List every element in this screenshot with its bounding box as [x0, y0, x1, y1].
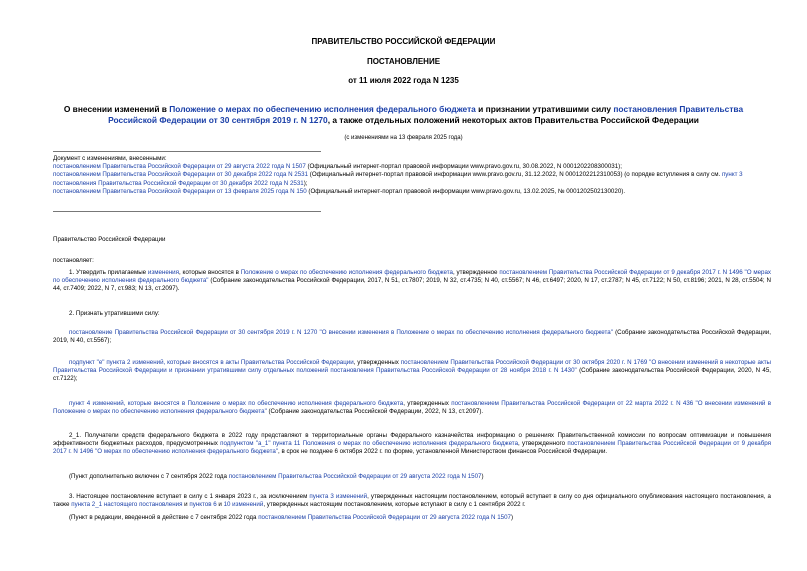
- p2b-text-2: (Собрание законодательства Российской Федерации, 2020, N 45, ст.7122);: [53, 367, 772, 383]
- p1-text-2: , которые вносятся в: [179, 269, 241, 276]
- change-item-2: [53, 171, 771, 187]
- p3-text-3: и: [182, 501, 190, 509]
- p1-link-changes[interactable]: изменения: [147, 269, 179, 276]
- p2c-link-point-4[interactable]: пункт 4 изменений, которые вносятся в Положение о мерах по обеспечению исполнения федерального бюджета: [69, 400, 404, 407]
- paragraph-2-1: [53, 432, 771, 457]
- doc-type-heading: ПОСТАНОВЛЕНИЕ: [366, 57, 441, 66]
- divider-bottom: [53, 211, 321, 212]
- p3-link-point-2-1[interactable]: пункта 2_1 настоящего постановления: [71, 501, 183, 509]
- p2b-link-decree-1769[interactable]: постановлением Правительства Российской Федерации от 30 октября 2020 г. N 1769 "О внесении изменений в некоторые акты Правительства Российской Федерации и признании утратившими силу отдельных положений постановления Правительства Российской Федерации от 28 ноября 2018 г. N 1430": [53, 359, 771, 375]
- paragraph-1: [53, 269, 771, 294]
- change-link-1507[interactable]: постановлением Правительства Российской Федерации от 29 августа 2022 года N 1507: [53, 163, 306, 171]
- p21-link-subpoint-a1[interactable]: подпунктом "а_1" пункта 11 Положения о мерах по обеспечению исполнения федерального бюджета: [220, 440, 519, 448]
- change-text-1: (Официальный интернет-портал правовой информации www.pravo.gov.ru, 30.08.2022, N 0001202208300031);: [305, 163, 622, 171]
- title-link-regulation[interactable]: Положение о мерах по обеспечению исполнения федерального бюджета: [169, 104, 476, 114]
- paragraph-3-note: [53, 514, 771, 522]
- paragraph-2a: [53, 329, 771, 345]
- p21-text-2: , утвержденного: [518, 440, 568, 448]
- p3-note-link-1507[interactable]: постановлением Правительства Российской Федерации от 29 августа 2022 года N 1507: [258, 514, 511, 521]
- org-heading: ПРАВИТЕЛЬСТВО РОССИЙСКОЙ ФЕДЕРАЦИИ: [311, 37, 496, 46]
- changes-list: [53, 155, 771, 196]
- p3-link-point-3[interactable]: пункта 3 изменений: [309, 493, 368, 500]
- change-item-3: [53, 188, 771, 196]
- p3-note-text-1: (Пункт в редакции, введенной в действие с 7 сентября 2022 года: [69, 514, 259, 521]
- p3-link-points-6[interactable]: пунктов 6: [189, 501, 217, 509]
- p21-text-3: , в срок не позднее 6 октября 2022 г. по форме, установленной Министерством финансов Российской Федерации.: [278, 448, 608, 456]
- p21-link-decree-1496[interactable]: постановлением Правительства Российской Федерации от 9 декабря 2017 г. N 1496 "О мерах по обеспечению исполнения федерального бюджета": [53, 440, 772, 456]
- p2c-text-1: , утвержденных: [403, 400, 452, 407]
- change-link-2531-p3[interactable]: пункт 3 постановления Правительства Российской Федерации от 30 декабря 2022 года N 2531: [53, 171, 743, 187]
- p3-text-4: и: [216, 501, 224, 509]
- p21-note-link-1507[interactable]: постановлением Правительства Российской Федерации от 29 августа 2022 года N 1507: [228, 473, 482, 480]
- p2b-text-1: , утвержденных: [353, 359, 401, 366]
- title-text-1: О внесении изменений в: [63, 104, 170, 114]
- paragraph-2-1-note: [53, 473, 771, 481]
- change-link-2531[interactable]: постановлением Правительства Российской Федерации от 30 декабря 2022 года N 2531: [53, 171, 309, 179]
- change-link-150[interactable]: постановлением Правительства Российской Федерации от 13 февраля 2025 года N 150: [53, 187, 307, 195]
- paragraph-2b: [53, 359, 771, 384]
- document-title: [40, 104, 767, 126]
- paragraph-3: [53, 493, 771, 509]
- title-text-3: , а также отдельных положений некоторых актов Правительства Российской Федерации: [327, 115, 699, 125]
- p1-text-3: , утвержденное: [453, 269, 500, 276]
- changes-intro: Документ с изменениями, внесенными:: [53, 155, 167, 162]
- p2c-text-2: (Собрание законодательства Российской Федерации, 2022, N 13, ст.2097).: [266, 408, 484, 416]
- p2a-text-1: (Собрание законодательства Российской Федерации, 2019, N 40, ст.5567);: [53, 329, 771, 345]
- divider-top: [53, 151, 321, 152]
- p3-text-2: , утвержденных настоящим постановлением, который вступает в силу со дня официального опубликования настоящего постановления, а также: [53, 493, 771, 509]
- p3-note-text-2: ): [510, 514, 514, 521]
- amended-note: (с изменениями на 13 февраля 2025 года): [344, 135, 463, 141]
- p3-link-changes-10[interactable]: 10 изменений: [223, 501, 264, 509]
- p21-note-text-1: (Пункт дополнительно включен с 7 сентября 2022 года: [69, 473, 229, 480]
- p1-link-regulation[interactable]: Положение о мерах по обеспечению исполнения федерального бюджета: [240, 269, 454, 276]
- change-item-1: [53, 163, 771, 171]
- p21-text-1: 2_1. Получатели средств федерального бюджета в 2022 году представляют в территориальные органы Федерального казначейства информацию о решениях Правительственной комиссии по вопросам оптимизации и повышения эффективности бюджетных расходов, предусмотренных: [53, 432, 771, 448]
- date-number-heading: от 11 июля 2022 года N 1235: [348, 76, 459, 85]
- change-text-3: (Официальный интернет-портал правовой информации www.pravo.gov.ru, 13.02.2025, № 0001202502130020).: [306, 187, 626, 195]
- title-link-decree-1270[interactable]: постановления Правительства Российской Федерации от 30 сентября 2019 г. N 1270: [108, 104, 744, 125]
- p2a-link-decree-1270[interactable]: постановление Правительства Российской Федерации от 30 сентября 2019 г. N 1270 "О внесении изменения в Положение о мерах по обеспечению исполнения федерального бюджета": [69, 329, 613, 336]
- paragraph-2: 2. Признать утратившими силу:: [69, 310, 160, 317]
- p2c-link-decree-436[interactable]: постановлением Правительства Российской Федерации от 22 марта 2022 г. N 436 "О внесении изменений в Положение о мерах по обеспечению исполнения федерального бюджета": [53, 400, 771, 416]
- p21-note-text-2: ): [481, 473, 484, 480]
- p1-text-1: 1. Утвердить прилагаемые: [69, 269, 148, 276]
- title-text-2: и признании утратившими силу: [475, 104, 614, 114]
- change-text-2: (Официальный интернет-портал правовой информации www.pravo.gov.ru, 31.12.2022, N 0001202212310053) (о порядке вступления в силу см.: [308, 171, 722, 179]
- p3-text-1: 3. Настоящее постановление вступает в силу с 1 января 2023 г., за исключением: [69, 493, 310, 500]
- paragraph-2c: [53, 400, 771, 416]
- change-text-2b: );: [303, 179, 308, 187]
- government-label: Правительство Российской Федерации: [53, 236, 166, 243]
- p1-link-decree-1496[interactable]: постановлением Правительства Российской Федерации от 9 декабря 2017 г. N 1496 "О мерах по обеспечению исполнения федерального бюджета": [53, 269, 772, 285]
- p1-text-4: (Собрание законодательства Российской Федерации, 2017, N 51, ст.7807; 2019, N 32, ст.4735; N 40, ст.5567; N 46, ст.6497; 2020, N 17, ст.2787; N 45, ст.7122; N 50, ст.8196; 2021, N 28, ст.5504; N 44, ст.7409; 2022, N 7, ст.983; N 13, ст.2097).: [53, 277, 771, 293]
- p3-text-5: , утвержденных настоящим постановлением, которые вступают в силу с 1 сентября 2022 г.: [263, 501, 526, 509]
- p2b-link-subpoint[interactable]: подпункт "е" пункта 2 изменений, которые вносятся в акты Правительства Российской Федерации: [69, 359, 354, 366]
- decides-label: постановляет:: [53, 257, 94, 264]
